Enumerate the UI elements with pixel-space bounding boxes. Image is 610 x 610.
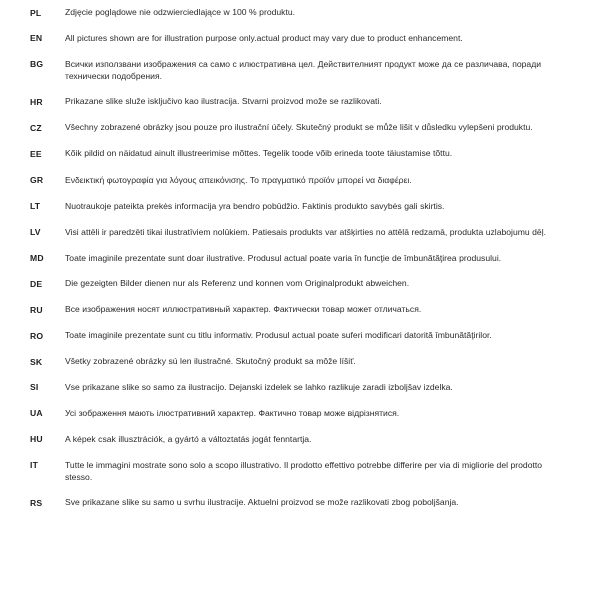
disclaimer-row bbox=[30, 147, 570, 160]
language-code: SK bbox=[30, 356, 43, 367]
language-code: DE bbox=[30, 278, 43, 289]
disclaimer-text: Все изображения носят иллюстративный характер. Фактически товар может отличаться. bbox=[65, 304, 422, 315]
disclaimer-row bbox=[30, 277, 570, 290]
disclaimer-text: Sve prikazane slike su samo u svrhu ilustracije. Aktuelni proizvod se može razlikovati zbog poboljšanja. bbox=[65, 497, 459, 508]
disclaimer-row bbox=[30, 174, 570, 187]
disclaimer-text: Всички използвани изображения са само с илюстративна цел. Действителният продукт може да се различава, поради технически подобрения. bbox=[65, 58, 542, 81]
disclaimer-row bbox=[30, 459, 570, 483]
disclaimer-row bbox=[30, 329, 570, 342]
language-code: HU bbox=[30, 434, 43, 445]
language-code: UA bbox=[30, 408, 43, 419]
disclaimer-text: Nuotraukoje pateikta prekės informacija yra bendro pobūdžio. Faktinis produkto savybės gali skirtis. bbox=[65, 200, 445, 211]
language-code: EE bbox=[30, 148, 42, 159]
language-code: GR bbox=[30, 175, 44, 186]
disclaimer-row bbox=[30, 252, 570, 265]
language-code: CZ bbox=[30, 122, 42, 133]
disclaimer-row bbox=[30, 200, 570, 213]
disclaimer-row bbox=[30, 6, 570, 19]
disclaimer-list bbox=[30, 6, 570, 509]
disclaimer-text: A képek csak illusztrációk, a gyártó a változtatás jogát fenntartja. bbox=[65, 433, 312, 444]
disclaimer-text: Všetky zobrazené obrázky sú len ilustračné. Skutočný produkt sa môže líšiť. bbox=[65, 356, 356, 367]
disclaimer-text: Ενδεικτική φωτογραφία για λόγους απεικόνισης. Το πραγματικό προϊόν μπορεί να διαφέρει. bbox=[65, 174, 412, 185]
language-code: EN bbox=[30, 33, 43, 44]
language-code: HR bbox=[30, 96, 43, 107]
disclaimer-text: Kõik pildid on näidatud ainult illustreerimise mõttes. Tegelik toode võib erineda toote täiustamise tõttu. bbox=[65, 148, 453, 159]
disclaimer-row bbox=[30, 496, 570, 509]
language-code: RS bbox=[30, 497, 43, 508]
language-code: MD bbox=[30, 253, 44, 264]
disclaimer-row bbox=[30, 381, 570, 394]
disclaimer-text: Toate imaginile prezentate sunt doar ilustrative. Produsul actual poate varia în funcţie de îmbunătăţirea produsului. bbox=[65, 252, 502, 263]
language-code: RU bbox=[30, 304, 43, 315]
language-code: IT bbox=[30, 460, 39, 471]
disclaimer-row bbox=[30, 58, 570, 82]
disclaimer-text: Zdjęcie poglądowe nie odzwierciedlające w 100 % produktu. bbox=[65, 7, 296, 17]
disclaimer-text: Die gezeigten Bilder dienen nur als Referenz und konnen vom Originalprodukt abweichen. bbox=[65, 278, 410, 289]
disclaimer-text: Усі зображення мають ілюстративний характер. Фактично товар може відрізнятися. bbox=[65, 407, 400, 418]
language-code: BG bbox=[30, 59, 44, 70]
disclaimer-text: Prikazane slike služe isključivo kao ilustracija. Stvarni proizvod može se razlikovati. bbox=[65, 96, 382, 107]
disclaimer-row bbox=[30, 32, 570, 45]
disclaimer-row bbox=[30, 95, 570, 108]
disclaimer-row bbox=[30, 226, 570, 239]
language-code: RO bbox=[30, 330, 44, 341]
disclaimer-text: Vse prikazane slike so samo za ilustracijo. Dejanski izdelek se lahko razlikuje zaradi izboljšav izdelka. bbox=[65, 381, 453, 392]
language-code: SI bbox=[30, 382, 39, 393]
disclaimer-text: Tutte le immagini mostrate sono solo a scopo illustrativo. Il prodotto effettivo potrebbe differire per via di migliorie del prodotto stesso. bbox=[65, 459, 543, 482]
disclaimer-row bbox=[30, 303, 570, 316]
language-code: LV bbox=[30, 227, 41, 238]
disclaimer-row bbox=[30, 355, 570, 368]
disclaimer-row bbox=[30, 433, 570, 446]
language-code: LT bbox=[30, 201, 41, 212]
disclaimer-text: Toate imaginile prezentate sunt cu titlu informativ. Produsul actual poate suferi modificari datorită îmbunătăţirilor. bbox=[65, 330, 492, 341]
language-code: PL bbox=[30, 7, 42, 18]
disclaimer-text: Všechny zobrazené obrázky jsou pouze pro ilustrační účely. Skutečný produkt se může lišit v důsledku vylepšeni produktu. bbox=[65, 122, 533, 133]
disclaimer-row bbox=[30, 407, 570, 420]
disclaimer-text: Visi attēli ir paredzēti tikai ilustratīviem nolūkiem. Patiesais produkts var atšķirties no attēlā redzamā, produkta uzlabojumu dēļ. bbox=[65, 226, 547, 237]
disclaimer-text: All pictures shown are for illustration purpose only.actual product may vary due to product enhancement. bbox=[65, 32, 463, 43]
disclaimer-row bbox=[30, 121, 570, 134]
